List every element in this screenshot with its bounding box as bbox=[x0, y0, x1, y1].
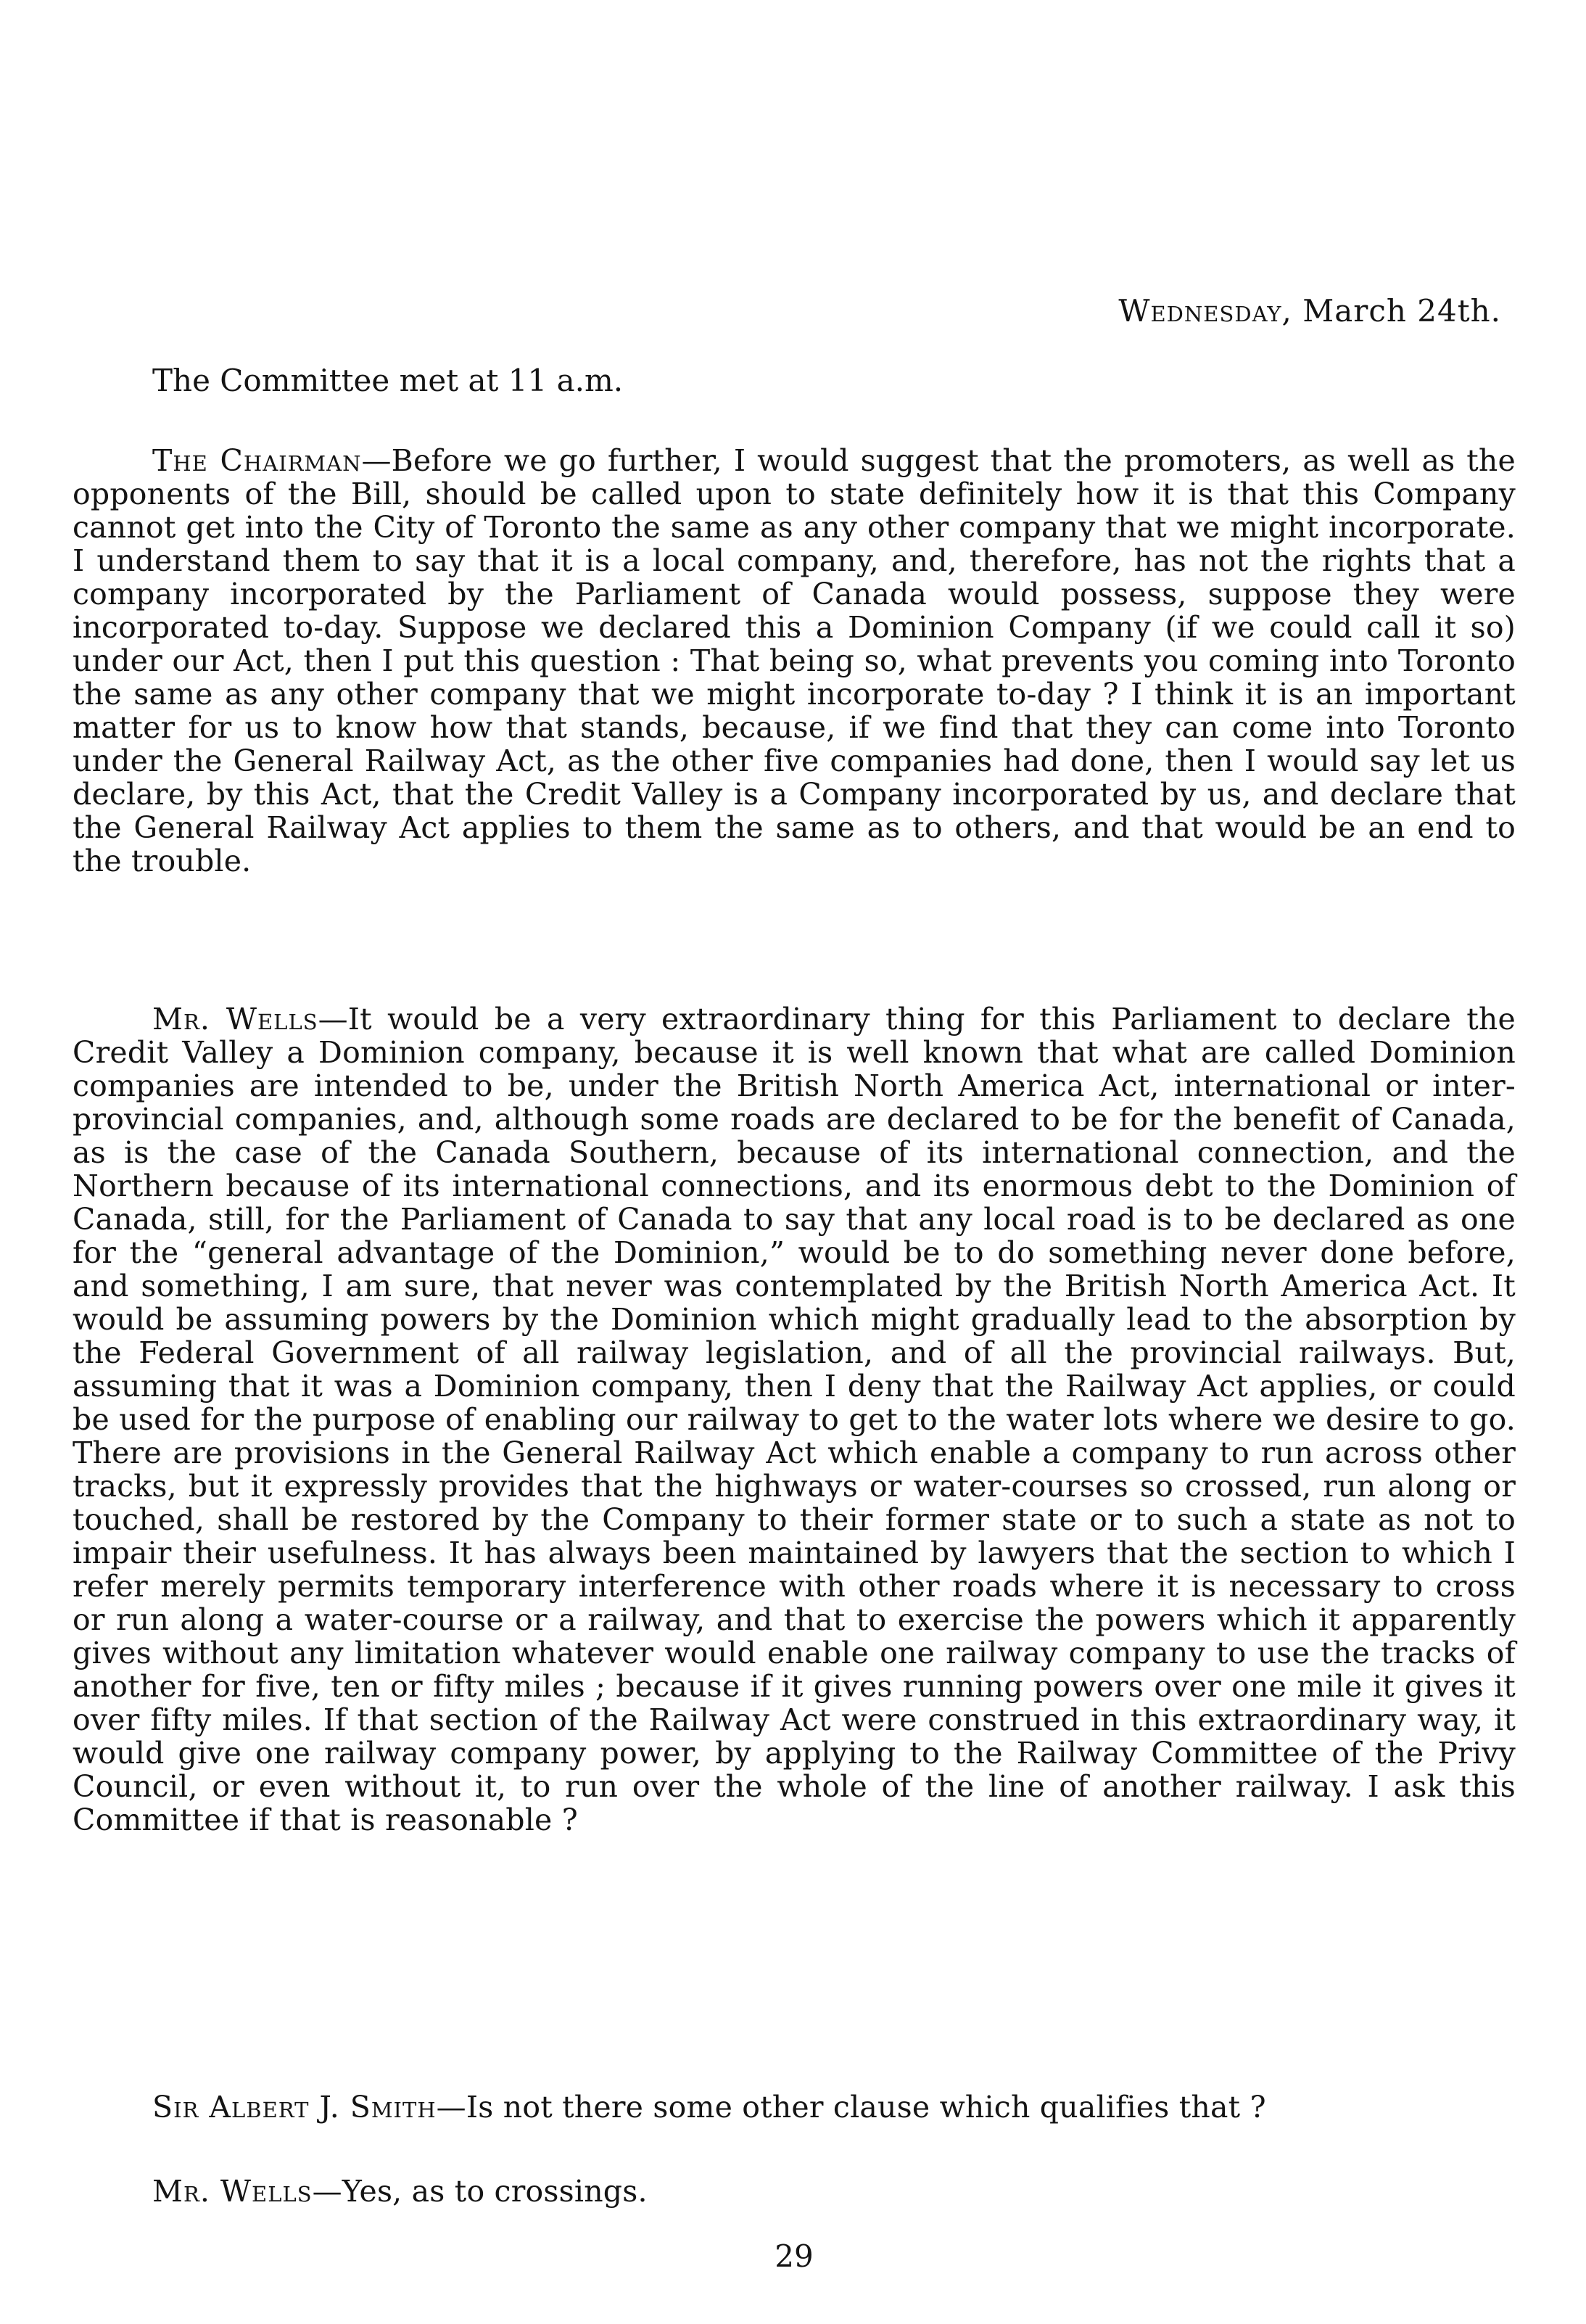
paragraph-text: —Yes, as to crossings. bbox=[312, 2174, 648, 2209]
paragraph-wells-1 bbox=[73, 1002, 1516, 1837]
paragraph-smith bbox=[73, 2090, 1516, 2124]
page-number: 29 bbox=[775, 2238, 814, 2274]
paragraph-wells-2 bbox=[73, 2175, 1516, 2208]
speaker-name: Mr. Wells bbox=[152, 2174, 313, 2209]
paragraph-text: —Is not there some other clause which qualifies that ? bbox=[436, 2090, 1266, 2125]
speaker-name: The Chairman bbox=[152, 443, 362, 478]
session-date-text: March 24th. bbox=[1302, 293, 1501, 329]
paragraph-chairman bbox=[73, 444, 1516, 878]
session-date bbox=[73, 293, 1516, 329]
paragraph-text: —It would be a very extraordinary thing for this Parliament to declare the Credit Valley a Dominion company, because it is well known that what are called Dominion companies are intended to be, under the British North America Act, international or inter-provincial companies, and, although some roads are declared to be for the benefit of Canada, as is the case of the Canada Southern, because of its international connection, and the Northern because of its international connections, and its enormous debt to the Dominion of Canada, still, for the Parliament of Canada to say that any local road is to be declared as one for the “general advantage of the Dominion,” would be to do something never done before, and something, I am sure, that never was contemplated by the British North America Act. It would be assuming powers by the Dominion which might gradually lead to the absorption by the Federal Government of all railway legislation, and of all the provincial railways. But, assuming that it was a Dominion company, then I deny that the Railway Act applies, or could be used for the purpose of enabling our railway to get to the water lots where we desire to go. There are provisions in the General Railway Act which enable a company to run across other tracks, but it expressly provides that the highways or water-courses so crossed, run along or touched, shall be restored by the Company to their former state or to such a state as not to impair their usefulness. It has always been maintained by lawyers that the section to which I refer merely permits temporary interference with other roads where it is necessary to cross or run along a water-course or a railway, and that to exercise the powers which it apparently gives without any limitation whatever would enable one railway company to use the tracks of another for five, ten or fifty miles ; because if it gives running powers over one mile it gives it over fifty miles. If that section of the Railway Act were construed in this extraordinary way, it would give one railway company power, by applying to the Railway Committee of the Privy Council, or even without it, to run over the whole of the line of another railway. I ask this Committee if that is reasonable ? bbox=[73, 1002, 1516, 1837]
document-page bbox=[73, 0, 1516, 2324]
session-day: Wednesday, bbox=[1118, 293, 1292, 329]
speaker-name: Sir Albert J. Smith bbox=[152, 2090, 437, 2125]
speaker-name: Mr. Wells bbox=[152, 1002, 318, 1037]
meeting-note: The Committee met at 11 a.m. bbox=[152, 363, 624, 398]
paragraph-text: —Before we go further, I would suggest that the promoters, as well as the opponents of the Bill, should be called upon to state definitely how it is that this Company cannot get into the City of Toronto the same as any other company that we might incorporate. I understand them to say that it is a local company, and, therefore, has not the rights that a company incorporated by the Parliament of Canada would possess, suppose they were incorporated to-day. Suppose we declared this a Dominion Company (if we could call it so) under our Act, then I put this question : That being so, what prevents you coming into Toronto the same as any other company that we might incorporate to-day ? I think it is an important matter for us to know how that stands, because, if we find that they can come into Toronto under the General Railway Act, as the other five companies had done, then I would say let us declare, by this Act, that the Credit Valley is a Company incorporated by us, and declare that the General Railway Act applies to them the same as to others, and that would be an end to the trouble. bbox=[73, 443, 1516, 878]
